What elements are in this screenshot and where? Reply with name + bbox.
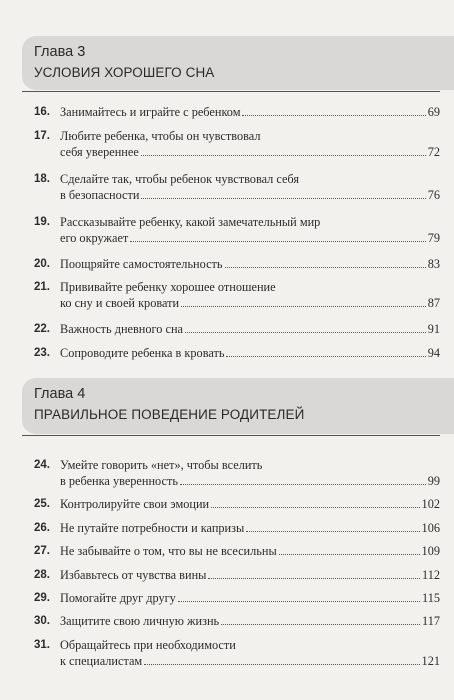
toc-entry[interactable]	[34, 104, 440, 120]
toc-entry[interactable]	[34, 321, 440, 337]
leader-dots	[226, 345, 425, 357]
chapter-title: УСЛОВИЯ ХОРОШЕГО СНА	[34, 65, 215, 80]
entry-page: 112	[422, 568, 440, 582]
entry-number: 23.	[34, 347, 50, 359]
entry-page: 91	[427, 322, 440, 336]
entry-title-cont: ко сну и своей кровати	[60, 296, 180, 310]
toc-entry[interactable]	[34, 590, 440, 606]
leader-dots	[178, 590, 420, 602]
entry-page: 102	[421, 497, 440, 511]
entry-page: 121	[421, 654, 440, 668]
entry-page: 83	[427, 257, 440, 271]
entry-page: 117	[422, 614, 440, 628]
entry-number: 25.	[34, 498, 50, 510]
entry-title: Прививайте ребенку хорошее отношение	[60, 280, 276, 294]
entry-title: Обращайтесь при необходимости	[60, 638, 236, 652]
entry-title: Не забывайте о том, что вы не всесильны	[60, 544, 277, 558]
entry-title-cont: в безопасности	[60, 188, 140, 202]
leader-dots	[141, 187, 425, 199]
toc-entry[interactable]	[34, 613, 440, 629]
entry-title: Не путайте потребности и капризы	[60, 521, 245, 535]
entry-number: 31.	[34, 639, 50, 651]
leader-dots	[208, 567, 420, 579]
leader-dots	[144, 653, 419, 665]
toc-entry[interactable]	[34, 457, 440, 489]
entry-number: 24.	[34, 459, 50, 471]
entry-title-cont: себя увереннее	[60, 145, 139, 159]
chapter-divider	[22, 91, 440, 92]
toc-entry[interactable]	[34, 279, 440, 311]
entry-page: 79	[427, 231, 440, 245]
toc-entry[interactable]	[34, 345, 440, 361]
entry-title: Занимайтесь и играйте с ребенком	[60, 105, 241, 119]
entry-title: Умейте говорить «нет», чтобы вселить	[60, 458, 263, 472]
entry-title: Важность дневного сна	[60, 322, 183, 336]
leader-dots	[211, 496, 419, 508]
toc-entry[interactable]	[34, 496, 440, 512]
entry-number: 28.	[34, 569, 50, 581]
chapter-label: Глава 3	[34, 44, 86, 60]
entry-number: 16.	[34, 106, 50, 118]
toc-entry[interactable]	[34, 214, 440, 246]
entry-title: Контролируйте свои эмоции	[60, 497, 210, 511]
leader-dots	[180, 473, 426, 485]
entry-number: 19.	[34, 216, 50, 228]
toc-entry[interactable]	[34, 543, 440, 559]
entry-title-cont: его окружает	[60, 231, 129, 245]
chapter-3-header	[22, 36, 454, 90]
entry-title-cont: к специалистам	[60, 654, 143, 668]
chapter-divider	[22, 435, 440, 436]
chapter-label: Глава 4	[34, 386, 86, 402]
entry-title: Помогайте друг другу	[60, 591, 176, 605]
toc-entry[interactable]	[34, 171, 440, 203]
entry-number: 20.	[34, 258, 50, 270]
entry-page: 72	[427, 145, 440, 159]
entry-page: 106	[421, 521, 440, 535]
leader-dots	[225, 256, 426, 268]
entry-number: 22.	[34, 323, 50, 335]
leader-dots	[242, 104, 425, 116]
entry-title: Сопроводите ребенка в кровать	[60, 346, 225, 360]
leader-dots	[221, 613, 420, 625]
toc-entry[interactable]	[34, 567, 440, 583]
entry-number: 30.	[34, 615, 50, 627]
entry-number: 27.	[34, 545, 50, 557]
entry-title-cont: в ребенка уверенность	[60, 474, 178, 488]
entry-page: 115	[422, 591, 440, 605]
entry-title: Поощряйте самостоятельность	[60, 257, 223, 271]
entry-page: 94	[427, 346, 440, 360]
toc-entry[interactable]	[34, 256, 440, 272]
entry-number: 17.	[34, 130, 50, 142]
entry-page: 109	[421, 544, 440, 558]
leader-dots	[246, 520, 419, 532]
chapter-title: ПРАВИЛЬНОЕ ПОВЕДЕНИЕ РОДИТЕЛЕЙ	[34, 407, 305, 422]
leader-dots	[279, 543, 420, 555]
entry-number: 26.	[34, 522, 50, 534]
toc-entry[interactable]	[34, 520, 440, 536]
chapter-4-header	[22, 378, 454, 434]
entry-page: 76	[427, 188, 440, 202]
entry-title: Избавьтесь от чувства вины	[60, 568, 207, 582]
entry-title: Рассказывайте ребенку, какой замечательный мир	[60, 215, 321, 229]
leader-dots	[141, 144, 426, 156]
toc-entry[interactable]	[34, 128, 440, 160]
leader-dots	[181, 295, 426, 307]
entry-title: Сделайте так, чтобы ребенок чувствовал себя	[60, 172, 300, 186]
entry-page: 99	[427, 474, 440, 488]
entry-title: Любите ребенка, чтобы он чувствовал	[60, 129, 261, 143]
leader-dots	[130, 230, 425, 242]
entry-number: 29.	[34, 592, 50, 604]
leader-dots	[185, 321, 426, 333]
entry-number: 21.	[34, 281, 50, 293]
toc-entry[interactable]	[34, 637, 440, 669]
entry-page: 87	[427, 296, 440, 310]
entry-number: 18.	[34, 173, 50, 185]
entry-title: Защитите свою личную жизнь	[60, 614, 220, 628]
entry-page: 69	[427, 105, 440, 119]
